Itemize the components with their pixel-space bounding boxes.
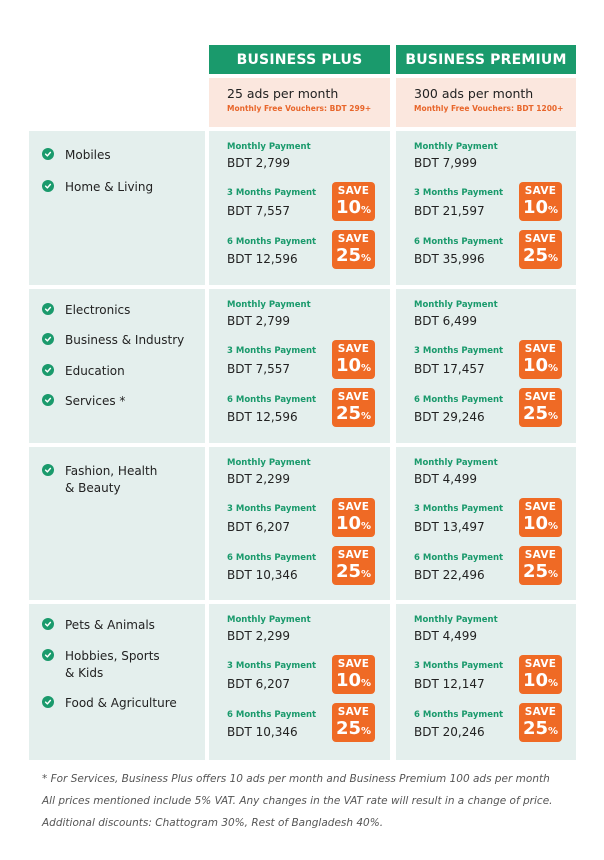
- save-percent: [519, 513, 562, 537]
- save-badge: [519, 498, 562, 537]
- save-badge: [332, 655, 375, 694]
- save-percent-value: 10: [335, 513, 362, 534]
- three-months-price: BDT 12,147: [414, 677, 485, 691]
- percent-sign: %: [548, 363, 559, 374]
- save-badge: [332, 703, 375, 742]
- save-percent-value: 10: [522, 355, 549, 376]
- save-label: SAVE: [524, 501, 557, 513]
- save-badge: [332, 340, 375, 379]
- category-cell: [29, 447, 205, 600]
- save-badge: [519, 230, 562, 269]
- save-percent-value: 10: [335, 197, 362, 218]
- six-months-price: BDT 12,596: [227, 252, 298, 266]
- percent-sign: %: [548, 678, 559, 689]
- save-label: SAVE: [337, 549, 370, 561]
- category-item: [42, 463, 157, 497]
- check-icon: [42, 148, 54, 160]
- percent-sign: %: [548, 569, 559, 580]
- three-months-price: BDT 7,557: [227, 362, 290, 376]
- free-vouchers: Monthly Free Vouchers: BDT 299+: [227, 104, 372, 113]
- save-label: SAVE: [337, 391, 370, 403]
- save-label: SAVE: [524, 658, 557, 670]
- save-label: SAVE: [337, 233, 370, 245]
- check-icon: [42, 696, 54, 708]
- footnote-vat: All prices mentioned include 5% VAT. Any changes in the VAT rate will result in a change of price.: [42, 795, 553, 807]
- three-months-price: BDT 6,207: [227, 677, 290, 691]
- three-months-payment-label: 3 Months Payment: [414, 661, 504, 671]
- three-months-payment-label: 3 Months Payment: [414, 504, 504, 514]
- plan-summary-business-premium: [396, 78, 576, 127]
- percent-sign: %: [548, 726, 559, 737]
- plan-summary-business-plus: [209, 78, 390, 127]
- save-label: SAVE: [524, 706, 557, 718]
- price-cell-plus: [209, 131, 390, 285]
- monthly-price: BDT 2,299: [227, 472, 290, 486]
- save-percent: [332, 245, 375, 269]
- six-months-payment-label: 6 Months Payment: [414, 395, 504, 405]
- save-label: SAVE: [524, 343, 557, 355]
- percent-sign: %: [548, 205, 559, 216]
- save-badge: [332, 230, 375, 269]
- category-item: [42, 302, 130, 319]
- save-percent-value: 10: [335, 670, 362, 691]
- save-percent-value: 25: [522, 561, 549, 582]
- category-item: [42, 617, 155, 634]
- save-percent: [332, 670, 375, 694]
- three-months-payment-label: 3 Months Payment: [227, 188, 317, 198]
- percent-sign: %: [548, 521, 559, 532]
- percent-sign: %: [548, 253, 559, 264]
- three-months-price: BDT 17,457: [414, 362, 485, 376]
- three-months-price: BDT 6,207: [227, 520, 290, 534]
- save-badge: [519, 340, 562, 379]
- save-percent: [332, 197, 375, 221]
- price-cell-plus: [209, 289, 390, 443]
- three-months-price: BDT 21,597: [414, 204, 485, 218]
- save-label: SAVE: [337, 706, 370, 718]
- save-percent-value: 25: [522, 403, 549, 424]
- save-percent-value: 25: [335, 718, 362, 739]
- category-item: [42, 332, 184, 349]
- check-icon: [42, 618, 54, 630]
- save-percent: [332, 403, 375, 427]
- ads-per-month: 25 ads per month: [227, 86, 339, 101]
- monthly-payment-label: Monthly Payment: [414, 615, 498, 625]
- six-months-payment-label: 6 Months Payment: [414, 553, 504, 563]
- save-label: SAVE: [337, 185, 370, 197]
- monthly-payment-label: Monthly Payment: [414, 142, 498, 152]
- six-months-payment-label: 6 Months Payment: [414, 237, 504, 247]
- category-label: Electronics: [65, 303, 131, 317]
- check-icon: [42, 464, 54, 476]
- monthly-payment-label: Monthly Payment: [414, 458, 498, 468]
- percent-sign: %: [361, 205, 372, 216]
- save-percent-value: 25: [522, 718, 549, 739]
- save-percent-value: 25: [335, 561, 362, 582]
- percent-sign: %: [361, 363, 372, 374]
- category-label: Services *: [65, 394, 126, 408]
- monthly-price: BDT 2,799: [227, 314, 290, 328]
- percent-sign: %: [361, 678, 372, 689]
- percent-sign: %: [361, 253, 372, 264]
- save-percent: [519, 718, 562, 742]
- three-months-payment-label: 3 Months Payment: [414, 346, 504, 356]
- monthly-price: BDT 6,499: [414, 314, 477, 328]
- save-percent: [332, 355, 375, 379]
- check-icon: [42, 364, 54, 376]
- percent-sign: %: [361, 411, 372, 422]
- six-months-price: BDT 35,996: [414, 252, 485, 266]
- monthly-price: BDT 2,299: [227, 629, 290, 643]
- category-label: Home & Living: [65, 180, 154, 194]
- percent-sign: %: [361, 569, 372, 580]
- footnote-services: * For Services, Business Plus offers 10 ads per month and Business Premium 100 ads per month: [42, 773, 550, 785]
- percent-sign: %: [361, 726, 372, 737]
- price-cell-plus: [209, 604, 390, 760]
- category-item: [42, 147, 111, 164]
- six-months-price: BDT 20,246: [414, 725, 485, 739]
- check-icon: [42, 394, 54, 406]
- save-badge: [332, 182, 375, 221]
- save-percent-value: 10: [335, 355, 362, 376]
- save-percent: [332, 561, 375, 585]
- six-months-price: BDT 29,246: [414, 410, 485, 424]
- price-cell-premium: [396, 289, 576, 443]
- check-icon: [42, 333, 54, 345]
- save-badge: [519, 388, 562, 427]
- save-label: SAVE: [337, 343, 370, 355]
- monthly-payment-label: Monthly Payment: [227, 458, 311, 468]
- category-label: Food & Agriculture: [65, 696, 177, 710]
- monthly-payment-label: Monthly Payment: [227, 300, 311, 310]
- save-label: SAVE: [337, 501, 370, 513]
- monthly-price: BDT 7,999: [414, 156, 477, 170]
- save-badge: [332, 546, 375, 585]
- save-percent: [332, 718, 375, 742]
- three-months-payment-label: 3 Months Payment: [227, 504, 317, 514]
- save-badge: [332, 498, 375, 537]
- three-months-payment-label: 3 Months Payment: [227, 661, 317, 671]
- six-months-price: BDT 12,596: [227, 410, 298, 424]
- six-months-price: BDT 22,496: [414, 568, 485, 582]
- save-percent-value: 10: [522, 513, 549, 534]
- check-icon: [42, 180, 54, 192]
- footnote-discounts: Additional discounts: Chattogram 30%, Rest of Bangladesh 40%.: [42, 817, 384, 829]
- save-percent-value: 10: [522, 670, 549, 691]
- save-badge: [519, 546, 562, 585]
- category-cell: [29, 604, 205, 760]
- save-label: SAVE: [337, 658, 370, 670]
- save-percent: [519, 403, 562, 427]
- three-months-payment-label: 3 Months Payment: [227, 346, 317, 356]
- category-item: [42, 695, 177, 712]
- six-months-payment-label: 6 Months Payment: [227, 237, 317, 247]
- save-percent-value: 25: [522, 245, 549, 266]
- six-months-price: BDT 10,346: [227, 725, 298, 739]
- plan-header-business-plus: BUSINESS PLUS: [209, 45, 390, 74]
- category-label: Pets & Animals: [65, 618, 155, 632]
- save-label: SAVE: [524, 233, 557, 245]
- three-months-price: BDT 7,557: [227, 204, 290, 218]
- save-label: SAVE: [524, 185, 557, 197]
- check-icon: [42, 649, 54, 661]
- six-months-payment-label: 6 Months Payment: [227, 710, 317, 720]
- category-cell: [29, 289, 205, 443]
- three-months-price: BDT 13,497: [414, 520, 485, 534]
- monthly-price: BDT 2,799: [227, 156, 290, 170]
- category-item: [42, 179, 153, 196]
- category-item: [42, 648, 160, 682]
- category-label: Hobbies, Sports & Kids: [65, 649, 160, 680]
- category-label: Business & Industry: [65, 333, 185, 347]
- save-badge: [519, 182, 562, 221]
- save-percent: [519, 561, 562, 585]
- save-badge: [519, 703, 562, 742]
- percent-sign: %: [361, 521, 372, 532]
- three-months-payment-label: 3 Months Payment: [414, 188, 504, 198]
- save-badge: [332, 388, 375, 427]
- save-percent-value: 25: [335, 403, 362, 424]
- category-label: Mobiles: [65, 148, 111, 162]
- price-cell-premium: [396, 131, 576, 285]
- category-cell: [29, 131, 205, 285]
- six-months-payment-label: 6 Months Payment: [227, 553, 317, 563]
- category-label: Fashion, Health & Beauty: [65, 464, 158, 495]
- six-months-price: BDT 10,346: [227, 568, 298, 582]
- percent-sign: %: [548, 411, 559, 422]
- save-percent-value: 10: [522, 197, 549, 218]
- save-percent: [332, 513, 375, 537]
- six-months-payment-label: 6 Months Payment: [227, 395, 317, 405]
- save-percent-value: 25: [335, 245, 362, 266]
- plan-header-business-premium: BUSINESS PREMIUM: [396, 45, 576, 74]
- save-percent: [519, 197, 562, 221]
- save-percent: [519, 670, 562, 694]
- category-item: [42, 393, 125, 410]
- footnotes: [42, 768, 587, 834]
- monthly-price: BDT 4,499: [414, 629, 477, 643]
- price-cell-premium: [396, 447, 576, 600]
- monthly-payment-label: Monthly Payment: [227, 142, 311, 152]
- save-label: SAVE: [524, 549, 557, 561]
- category-item: [42, 363, 125, 380]
- save-percent: [519, 355, 562, 379]
- save-badge: [519, 655, 562, 694]
- save-percent: [519, 245, 562, 269]
- check-icon: [42, 303, 54, 315]
- free-vouchers: Monthly Free Vouchers: BDT 1200+: [414, 104, 564, 113]
- monthly-payment-label: Monthly Payment: [227, 615, 311, 625]
- category-label: Education: [65, 364, 125, 378]
- six-months-payment-label: 6 Months Payment: [414, 710, 504, 720]
- price-cell-plus: [209, 447, 390, 600]
- monthly-price: BDT 4,499: [414, 472, 477, 486]
- save-label: SAVE: [524, 391, 557, 403]
- ads-per-month: 300 ads per month: [414, 86, 534, 101]
- monthly-payment-label: Monthly Payment: [414, 300, 498, 310]
- price-cell-premium: [396, 604, 576, 760]
